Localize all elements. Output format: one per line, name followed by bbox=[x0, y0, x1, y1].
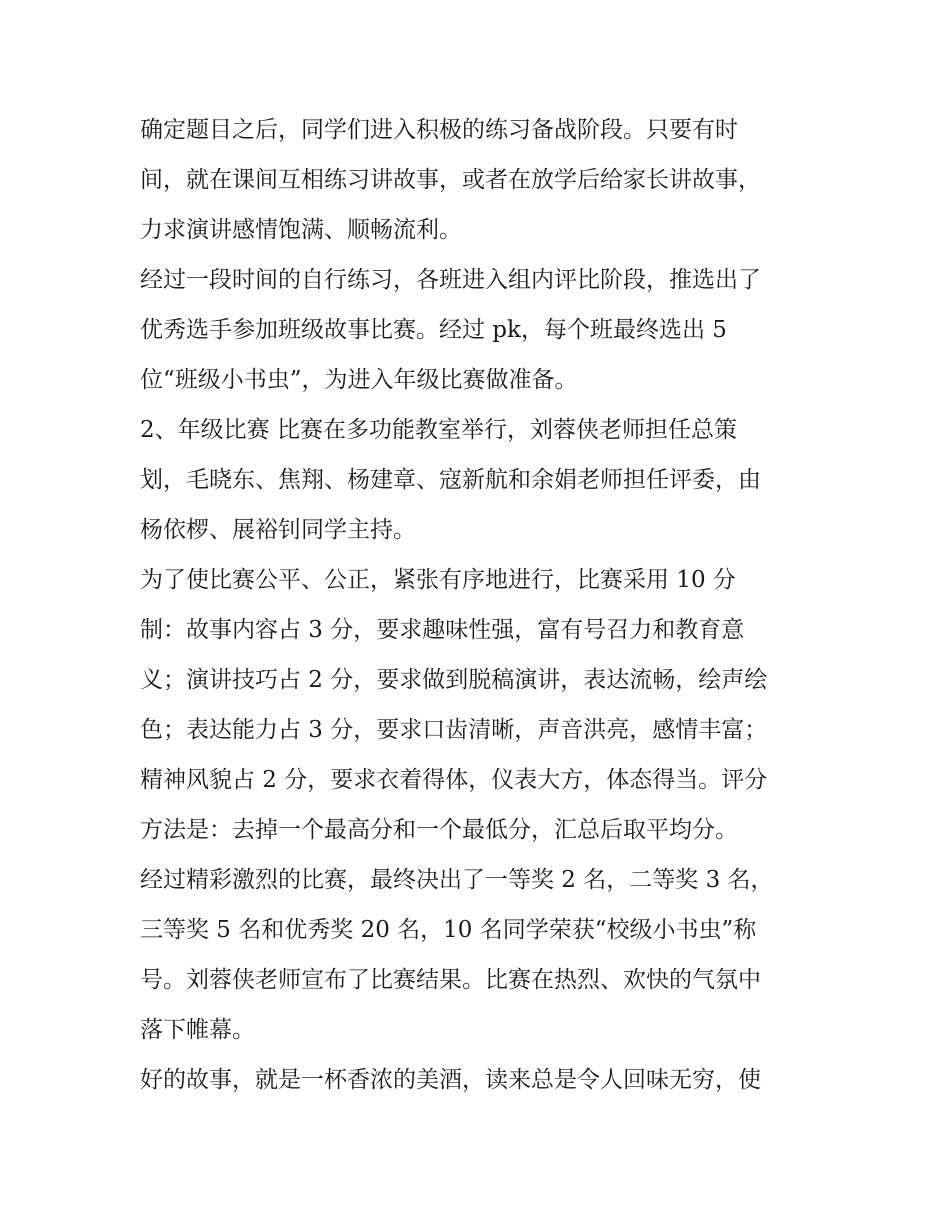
text-line: 经过一段时间的自行练习，各班进入组内评比阶段，推选出了 bbox=[140, 267, 761, 293]
text-line: 位“班级小书虫”，为进入年级比赛做准备。 bbox=[140, 367, 578, 393]
text-line: 2、年级比赛 比赛在多功能教室举行，刘蓉侠老师担任总策 bbox=[140, 417, 737, 443]
text-line: 制：故事内容占 3 分，要求趣味性强，富有号召力和教育意 bbox=[140, 617, 745, 643]
paragraph bbox=[140, 412, 820, 562]
paragraph bbox=[140, 1062, 820, 1112]
text-line: 精神风貌占 2 分，要求衣着得体，仪表大方，体态得当。评分 bbox=[140, 767, 768, 793]
paragraph bbox=[140, 862, 820, 1062]
text-line: 力求演讲感情饱满、顺畅流利。 bbox=[140, 217, 462, 243]
paragraph bbox=[140, 112, 820, 262]
text-line: 确定题目之后，同学们进入积极的练习备战阶段。只要有时 bbox=[140, 117, 738, 143]
text-line: 义；演讲技巧占 2 分，要求做到脱稿演讲，表达流畅，绘声绘 bbox=[140, 667, 768, 693]
paragraph bbox=[140, 262, 820, 412]
text-line: 划，毛晓东、焦翔、杨建章、寇新航和余娟老师担任评委，由 bbox=[140, 467, 761, 493]
text-line: 经过精彩激烈的比赛，最终决出了一等奖 2 名，二等奖 3 名， bbox=[140, 867, 774, 893]
text-line: 杨依椤、展裕钊同学主持。 bbox=[140, 517, 416, 543]
text-line: 好的故事，就是一杯香浓的美酒，读来总是令人回味无穷，使 bbox=[140, 1067, 761, 1093]
text-line: 三等奖 5 名和优秀奖 20 名，10 名同学荣获“校级小书虫”称 bbox=[140, 917, 757, 943]
text-line: 色；表达能力占 3 分，要求口齿清晰，声音洪亮，感情丰富； bbox=[140, 717, 768, 743]
text-line: 方法是：去掉一个最高分和一个最低分，汇总后取平均分。 bbox=[140, 817, 738, 843]
text-line: 优秀选手参加班级故事比赛。经过 pk，每个班最终选出 5 bbox=[140, 317, 727, 343]
text-line: 为了使比赛公平、公正，紧张有序地进行，比赛采用 10 分 bbox=[140, 567, 736, 593]
document-body bbox=[140, 112, 820, 1112]
text-line: 号。刘蓉侠老师宣布了比赛结果。比赛在热烈、欢快的气氛中 bbox=[140, 967, 761, 993]
paragraph bbox=[140, 562, 820, 862]
text-line: 落下帷幕。 bbox=[140, 1017, 255, 1043]
text-line: 间，就在课间互相练习讲故事，或者在放学后给家长讲故事， bbox=[140, 167, 761, 193]
